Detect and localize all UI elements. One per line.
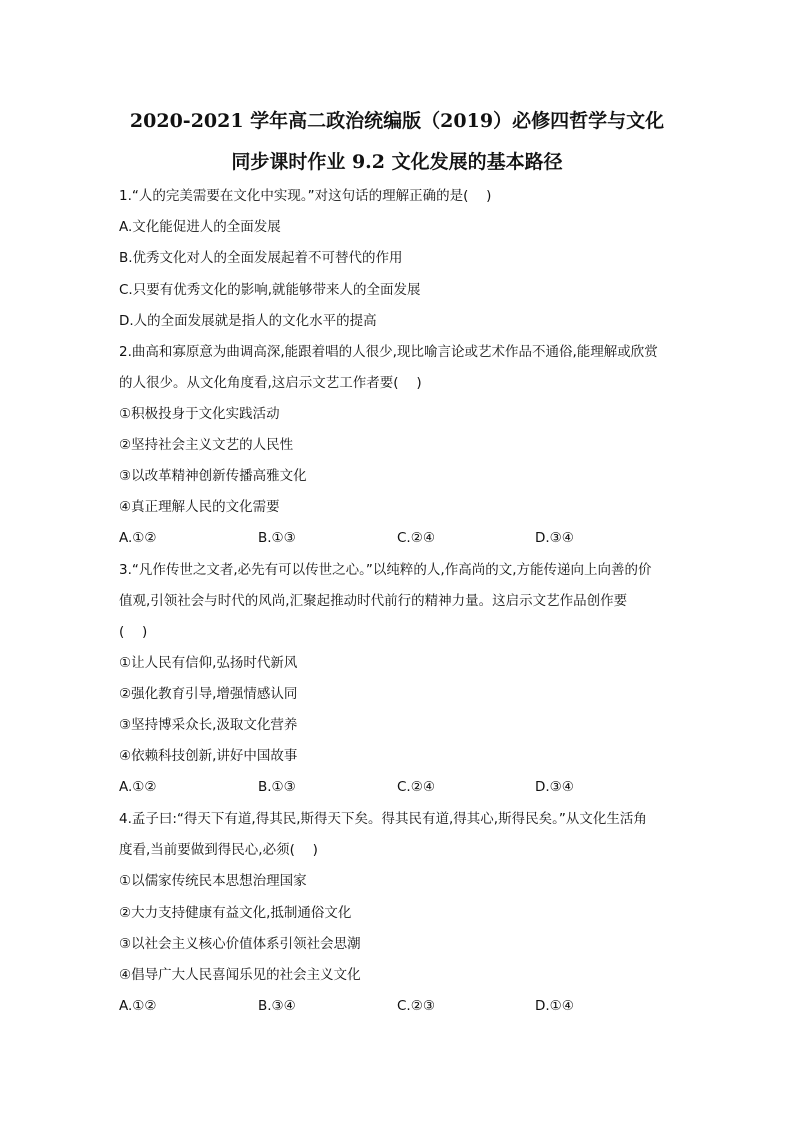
- answer-option-a: A.①②: [119, 530, 157, 546]
- question-2-stem-line-1: 2.曲高和寡原意为曲调高深,能跟着唱的人很少,现比喻言论或艺术作品不通俗,能理解或欣赏: [119, 344, 658, 360]
- answer-option-c: C.②④: [397, 530, 435, 546]
- question-3-stem-line-1: 3.“凡作传世之文者,必先有可以传世之心。”以纯粹的人,作高尚的文,方能传递向上向善的价: [119, 562, 652, 578]
- answer-option-a: A.①②: [119, 998, 157, 1014]
- question-4-item-2: ②大力支持健康有益文化,抵制通俗文化: [119, 905, 352, 921]
- question-1-stem: 1.“人的完美需要在文化中实现。”对这句话的理解正确的是( ): [119, 188, 492, 204]
- question-4-item-1: ①以儒家传统民本思想治理国家: [119, 873, 307, 889]
- answer-option-c: C.②③: [397, 998, 435, 1014]
- question-3-answer-options: [119, 778, 679, 796]
- answer-option-c: C.②④: [397, 779, 435, 795]
- question-2-answer-options: [119, 529, 679, 547]
- question-2-item-3: ③以改革精神创新传播高雅文化: [119, 468, 307, 484]
- question-2-item-4: ④真正理解人民的文化需要: [119, 499, 280, 515]
- question-3-item-3: ③坚持博采众长,汲取文化营养: [119, 717, 298, 733]
- question-4-item-4: ④倡导广大人民喜闻乐见的社会主义文化: [119, 967, 361, 983]
- question-3-item-4: ④依赖科技创新,讲好中国故事: [119, 748, 298, 764]
- question-3-item-2: ②强化教育引导,增强情感认同: [119, 686, 298, 702]
- question-1-option-d: D.人的全面发展就是指人的文化水平的提高: [119, 313, 377, 329]
- question-2-item-2: ②坚持社会主义文艺的人民性: [119, 437, 294, 453]
- question-4-stem-line-1: 4.孟子曰:“得天下有道,得其民,斯得天下矣。得其民有道,得其心,斯得民矣。”从文化生活角: [119, 811, 647, 827]
- answer-option-d: D.①④: [535, 998, 574, 1014]
- question-1-option-b: B.优秀文化对人的全面发展起着不可替代的作用: [119, 250, 403, 266]
- question-3-item-1: ①让人民有信仰,弘扬时代新风: [119, 655, 298, 671]
- question-2-stem-line-2: 的人很少。从文化角度看,这启示文艺工作者要( ): [119, 375, 422, 391]
- question-4-answer-options: [119, 997, 679, 1015]
- answer-option-a: A.①②: [119, 779, 157, 795]
- answer-option-d: D.③④: [535, 779, 574, 795]
- question-2-item-1: ①积极投身于文化实践活动: [119, 406, 280, 422]
- question-4-item-3: ③以社会主义核心价值体系引领社会思潮: [119, 936, 361, 952]
- question-1-option-c: C.只要有优秀文化的影响,就能够带来人的全面发展: [119, 282, 421, 298]
- question-3-stem-line-2: 值观,引领社会与时代的风尚,汇聚起推动时代前行的精神力量。这启示文艺作品创作要: [119, 593, 628, 609]
- question-1-option-a: A.文化能促进人的全面发展: [119, 219, 281, 235]
- answer-option-d: D.③④: [535, 530, 574, 546]
- document-title-line-1: 2020-2021 学年高二政治统编版（2019）必修四哲学与文化: [129, 110, 665, 132]
- document-title-line-2: 同步课时作业 9.2 文化发展的基本路径: [231, 151, 563, 173]
- answer-option-b: B.①③: [258, 530, 296, 546]
- answer-option-b: B.①③: [258, 779, 296, 795]
- answer-option-b: B.③④: [258, 998, 296, 1014]
- question-3-stem-line-3: ( ): [119, 624, 148, 640]
- question-4-stem-line-2: 度看,当前要做到得民心,必须( ): [119, 842, 318, 858]
